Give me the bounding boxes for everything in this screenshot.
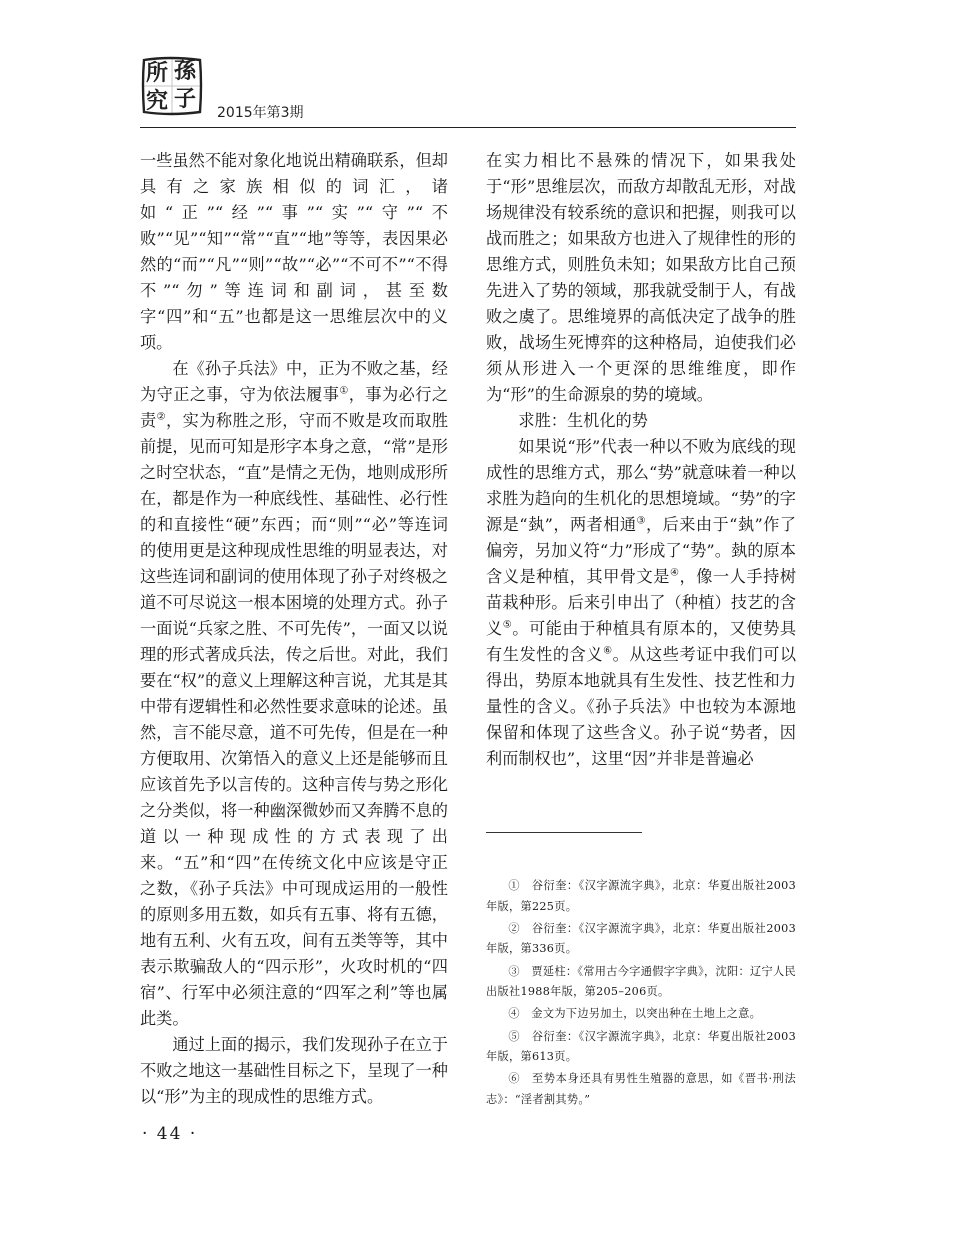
footnote: ② 谷衍奎：《汉字源流字典》，北京：华夏出版社2003年版，第336页。 [486,921,796,956]
footnotes [486,876,796,1112]
logo-char: 究 [146,88,169,114]
journal-logo [140,54,204,118]
footnote: ① 谷衍奎：《汉字源流字典》，北京：华夏出版社2003年版，第225页。 [486,879,796,913]
footnote-divider [486,832,642,833]
footnote: ⑤ 谷衍奎：《汉字源流字典》，北京：华夏出版社2003年版，第613页。 [486,1029,796,1064]
right-column [486,148,796,772]
header-divider [140,127,796,128]
footnote: ③ 贾延柱：《常用古今字通假字字典》，沈阳：辽宁人民出版社1988年版，第205–206页。 [486,964,796,999]
section-subheading: 求胜：生机化的势 [518,411,648,430]
body-paragraph: 在实力相比不悬殊的情况下，如果我处于“形”思维层次，而敌方却散乱无形，对战场规律没有较系统的意识和把握，则我可以战而胜之；如果敌方也进入了规律性的形的思维方式，则胜负未知；如果敌方比自己预先进入了势的领域，那我就受制于人，有战败之虞了。思维境界的高低决定了战争的胜败，战场生死博弈的这种格局，迫使我们必须从形进入一个更深的思维维度，即作为“形”的生命源泉的势的境域。 [486,151,796,404]
body-paragraph: 通过上面的揭示，我们发现孙子在立于不败之地这一基础性目标之下，呈现了一种以“形”为主的现成性的思维方式。 [140,1035,448,1106]
body-paragraph: 如果说“形”代表一种以不败为底线的现成性的思维方式，那么“势”就意味着一种以求胜为趋向的生机化的思想境域。“势”的字源是“埶”，两者相通③，后来由于“埶”作了偏旁，另加义符“力”形成了“势”。埶的原本含义是种植，其甲骨文是④，像一人手持树苗栽种形。后来引申出了（种植）技艺的含义⑤。可能由于种植具有原本的，又使势具有生发性的含义⑥。从这些考证中我们可以得出，势原本地就具有生发性、技艺性和力量性的含义。《孙子兵法》中也较为本源地保留和体现了这些含义。孙子说“势者，因利而制权也”，这里“因”并非是普遍必 [486,437,797,768]
logo-char: 所 [146,60,169,86]
body-paragraph: 在《孙子兵法》中，正为不败之基，经为守正之事，守为依法履事①，事为必行之责②，实为称胜之形，守而不败是攻而取胜前提，见而可知是形字本身之意，“常”是形之时空状态，“直”是情之无伪，地则成形所在，都是作为一种底线性、基础性、必行性的和直接性“硬”东西；而“则”“必”等连词的使用更是这种现成性思维的明显表达，对这些连词和副词的使用体现了孙子对终极之道不可尽说这一根本困境的处理方式。孙子一面说“兵家之胜、不可先传”，一面又以说理的形式著成兵法，传之后世。对此，我们要在“权”的意义上理解这种言说，尤其是其中带有逻辑性和必然性要求意味的论述。虽然，言不能尽意，道不可先传，但是在一种方便取用、次第悟入的意义上还是能够而且应该首先予以言传的。这种言传与势之形化之分类似，将一种幽深微妙而又奔腾不息的道以一种现成性的方式表现了出来。“五”和“四”在传统文化中应该是守正之数，《孙子兵法》中可现成运用的一般性的原则多用五数，如兵有五事、将有五德，地有五利、火有五攻，间有五类等等，其中表示欺骗敌人的“四示形”，火攻时机的“四宿”、行军中必须注意的“四军之利”等也属此类。 [140,359,449,1028]
page-number: · 44 · [142,1124,198,1144]
footnote: ④ 金文为下边另加土，以突出种在土地上之意。 [508,1007,762,1021]
left-column [140,148,448,1110]
logo-char: 孫 [174,58,197,84]
issue-label: 2015年第3期 [217,105,304,121]
logo-char: 子 [174,86,197,112]
body-paragraph: 一些虽然不能对象化地说出精确联系，但却具有之家族相似的词汇，诸如“正”“经”“事”“实”“守”“不败”“见”“知”“常”“直”“地”等等，表因果必然的“而”“凡”“则”“故”“必”“不可不”“不得不”“勿”等连词和副词，甚至数字“四”和“五”也都是这一思维层次中的义项。 [140,151,448,352]
footnote: ⑥ 至势本身还具有男性生殖器的意思，如《晋书·刑法志》：“淫者割其势。” [486,1072,796,1106]
